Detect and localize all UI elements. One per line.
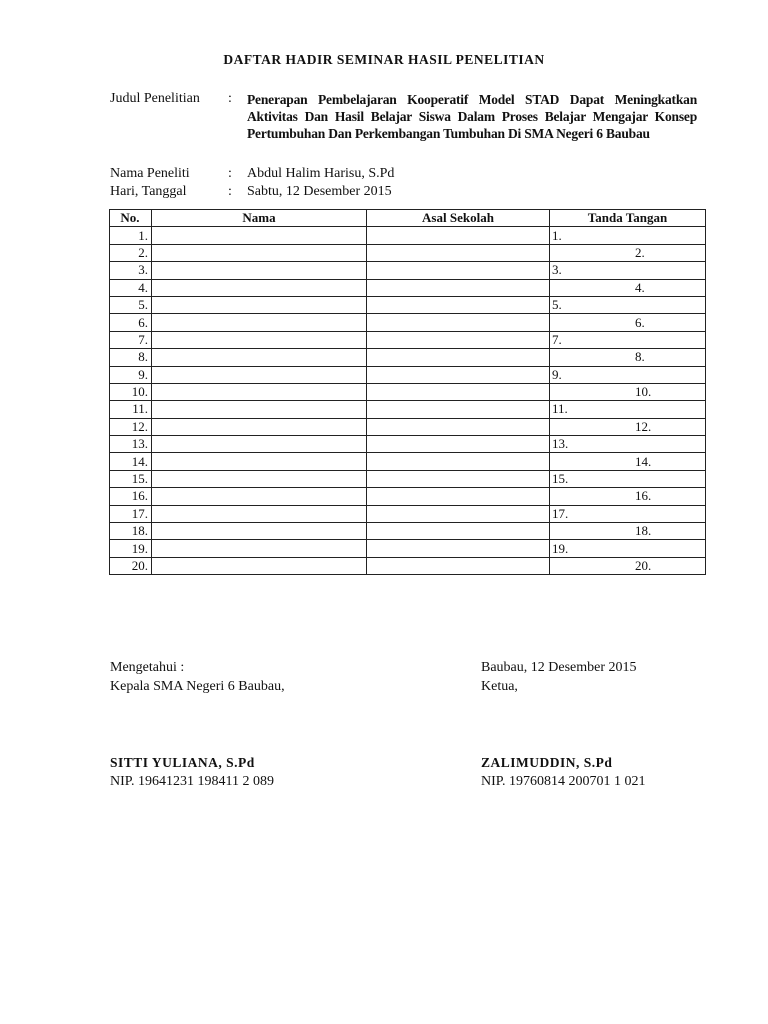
asal-sekolah-cell[interactable] bbox=[367, 505, 550, 522]
row-number: 14. bbox=[110, 453, 152, 470]
asal-sekolah-cell[interactable] bbox=[367, 349, 550, 366]
tanda-tangan-cell[interactable]: 17. bbox=[550, 505, 706, 522]
tanda-tangan-cell[interactable]: 2. bbox=[550, 244, 706, 261]
asal-sekolah-cell[interactable] bbox=[367, 331, 550, 348]
peneliti-label: Nama Peneliti bbox=[110, 166, 190, 181]
table-row bbox=[110, 488, 706, 505]
asal-sekolah-cell[interactable] bbox=[367, 540, 550, 557]
nama-cell[interactable] bbox=[152, 296, 367, 313]
tanda-tangan-cell[interactable]: 3. bbox=[550, 262, 706, 279]
row-number: 17. bbox=[110, 505, 152, 522]
asal-sekolah-cell[interactable] bbox=[367, 418, 550, 435]
tanda-tangan-cell[interactable]: 12. bbox=[550, 418, 706, 435]
kepala-sekolah-label: Kepala SMA Negeri 6 Baubau, bbox=[110, 679, 285, 694]
tanda-tangan-cell[interactable]: 6. bbox=[550, 314, 706, 331]
table-row bbox=[110, 349, 706, 366]
asal-sekolah-cell[interactable] bbox=[367, 401, 550, 418]
asal-sekolah-cell[interactable] bbox=[367, 470, 550, 487]
table-row bbox=[110, 470, 706, 487]
table-row bbox=[110, 366, 706, 383]
table-row bbox=[110, 401, 706, 418]
ketua-label: Ketua, bbox=[481, 679, 518, 694]
place-date-label: Baubau, 12 Desember 2015 bbox=[481, 660, 637, 675]
table-row bbox=[110, 383, 706, 400]
tanda-tangan-cell[interactable]: 20. bbox=[550, 557, 706, 574]
ketua-name: ZALIMUDDIN, S.Pd bbox=[481, 755, 613, 770]
table-row bbox=[110, 244, 706, 261]
row-number: 13. bbox=[110, 436, 152, 453]
peneliti-colon: : bbox=[228, 166, 232, 181]
row-number: 1. bbox=[110, 227, 152, 244]
row-number: 19. bbox=[110, 540, 152, 557]
asal-sekolah-cell[interactable] bbox=[367, 523, 550, 540]
nama-cell[interactable] bbox=[152, 557, 367, 574]
nama-cell[interactable] bbox=[152, 523, 367, 540]
row-number: 15. bbox=[110, 470, 152, 487]
judul-value: Penerapan Pembelajaran Kooperatif Model STAD Dapat Meningkatkan Aktivitas Dan Hasil Belajar Siswa Dalam Proses Belajar Mengajar Konsep Pertumbuhan Dan Perkembangan Tumbuhan Di SMA Negeri 6 Baubau bbox=[247, 92, 697, 141]
tanda-tangan-cell[interactable]: 18. bbox=[550, 523, 706, 540]
nama-cell[interactable] bbox=[152, 383, 367, 400]
header-tanda-tangan: Tanda Tangan bbox=[550, 210, 706, 227]
asal-sekolah-cell[interactable] bbox=[367, 227, 550, 244]
tanda-tangan-cell[interactable]: 14. bbox=[550, 453, 706, 470]
document-title: DAFTAR HADIR SEMINAR HASIL PENELITIAN bbox=[223, 52, 545, 67]
tanda-tangan-cell[interactable]: 4. bbox=[550, 279, 706, 296]
tanggal-value: Sabtu, 12 Desember 2015 bbox=[247, 184, 392, 199]
row-number: 2. bbox=[110, 244, 152, 261]
tanda-tangan-cell[interactable]: 11. bbox=[550, 401, 706, 418]
nama-cell[interactable] bbox=[152, 436, 367, 453]
row-number: 3. bbox=[110, 262, 152, 279]
header-no: No. bbox=[110, 210, 152, 227]
signature-left bbox=[110, 658, 285, 791]
table-row bbox=[110, 523, 706, 540]
row-number: 11. bbox=[110, 401, 152, 418]
nama-cell[interactable] bbox=[152, 314, 367, 331]
tanggal-colon: : bbox=[228, 184, 232, 199]
row-number: 18. bbox=[110, 523, 152, 540]
row-number: 20. bbox=[110, 557, 152, 574]
asal-sekolah-cell[interactable] bbox=[367, 488, 550, 505]
tanda-tangan-cell[interactable]: 15. bbox=[550, 470, 706, 487]
row-number: 12. bbox=[110, 418, 152, 435]
asal-sekolah-cell[interactable] bbox=[367, 557, 550, 574]
ketua-nip: NIP. 19760814 200701 1 021 bbox=[481, 774, 646, 789]
nama-cell[interactable] bbox=[152, 279, 367, 296]
asal-sekolah-cell[interactable] bbox=[367, 244, 550, 261]
kepala-sekolah-nip: NIP. 19641231 198411 2 089 bbox=[110, 774, 274, 789]
asal-sekolah-cell[interactable] bbox=[367, 314, 550, 331]
nama-cell[interactable] bbox=[152, 470, 367, 487]
nama-cell[interactable] bbox=[152, 262, 367, 279]
table-row bbox=[110, 296, 706, 313]
attendance-table bbox=[109, 209, 706, 575]
nama-cell[interactable] bbox=[152, 227, 367, 244]
asal-sekolah-cell[interactable] bbox=[367, 436, 550, 453]
asal-sekolah-cell[interactable] bbox=[367, 383, 550, 400]
peneliti-value: Abdul Halim Harisu, S.Pd bbox=[247, 166, 395, 181]
table-row bbox=[110, 453, 706, 470]
table-row bbox=[110, 262, 706, 279]
asal-sekolah-cell[interactable] bbox=[367, 453, 550, 470]
nama-cell[interactable] bbox=[152, 244, 367, 261]
kepala-sekolah-name: SITTI YULIANA, S.Pd bbox=[110, 755, 255, 770]
table-row bbox=[110, 436, 706, 453]
nama-cell[interactable] bbox=[152, 349, 367, 366]
signature-right bbox=[481, 658, 646, 791]
judul-colon: : bbox=[228, 91, 232, 106]
table-row bbox=[110, 279, 706, 296]
row-number: 10. bbox=[110, 383, 152, 400]
asal-sekolah-cell[interactable] bbox=[367, 262, 550, 279]
tanda-tangan-cell[interactable]: 5. bbox=[550, 296, 706, 313]
tanda-tangan-cell[interactable]: 8. bbox=[550, 349, 706, 366]
row-number: 7. bbox=[110, 331, 152, 348]
tanda-tangan-cell[interactable]: 7. bbox=[550, 331, 706, 348]
nama-cell[interactable] bbox=[152, 453, 367, 470]
table-header-row bbox=[110, 210, 706, 227]
tanggal-label: Hari, Tanggal bbox=[110, 184, 187, 199]
table-row bbox=[110, 505, 706, 522]
nama-cell[interactable] bbox=[152, 366, 367, 383]
table-row bbox=[110, 314, 706, 331]
row-number: 9. bbox=[110, 366, 152, 383]
nama-cell[interactable] bbox=[152, 331, 367, 348]
table-row bbox=[110, 227, 706, 244]
tanda-tangan-cell[interactable]: 13. bbox=[550, 436, 706, 453]
row-number: 4. bbox=[110, 279, 152, 296]
row-number: 8. bbox=[110, 349, 152, 366]
tanda-tangan-cell[interactable]: 19. bbox=[550, 540, 706, 557]
tanda-tangan-cell[interactable]: 1. bbox=[550, 227, 706, 244]
nama-cell[interactable] bbox=[152, 488, 367, 505]
table-body bbox=[110, 227, 706, 575]
row-number: 6. bbox=[110, 314, 152, 331]
tanda-tangan-cell[interactable]: 10. bbox=[550, 383, 706, 400]
nama-cell[interactable] bbox=[152, 401, 367, 418]
row-number: 16. bbox=[110, 488, 152, 505]
row-number: 5. bbox=[110, 296, 152, 313]
table-row bbox=[110, 540, 706, 557]
tanda-tangan-cell[interactable]: 16. bbox=[550, 488, 706, 505]
table-row bbox=[110, 557, 706, 574]
nama-cell[interactable] bbox=[152, 540, 367, 557]
table-row bbox=[110, 331, 706, 348]
asal-sekolah-cell[interactable] bbox=[367, 279, 550, 296]
nama-cell[interactable] bbox=[152, 505, 367, 522]
tanda-tangan-cell[interactable]: 9. bbox=[550, 366, 706, 383]
mengetahui-label: Mengetahui : bbox=[110, 660, 185, 675]
judul-label: Judul Penelitian bbox=[110, 91, 200, 106]
header-nama: Nama bbox=[152, 210, 367, 227]
asal-sekolah-cell[interactable] bbox=[367, 296, 550, 313]
table-row bbox=[110, 418, 706, 435]
nama-cell[interactable] bbox=[152, 418, 367, 435]
asal-sekolah-cell[interactable] bbox=[367, 366, 550, 383]
header-asal-sekolah: Asal Sekolah bbox=[367, 210, 550, 227]
